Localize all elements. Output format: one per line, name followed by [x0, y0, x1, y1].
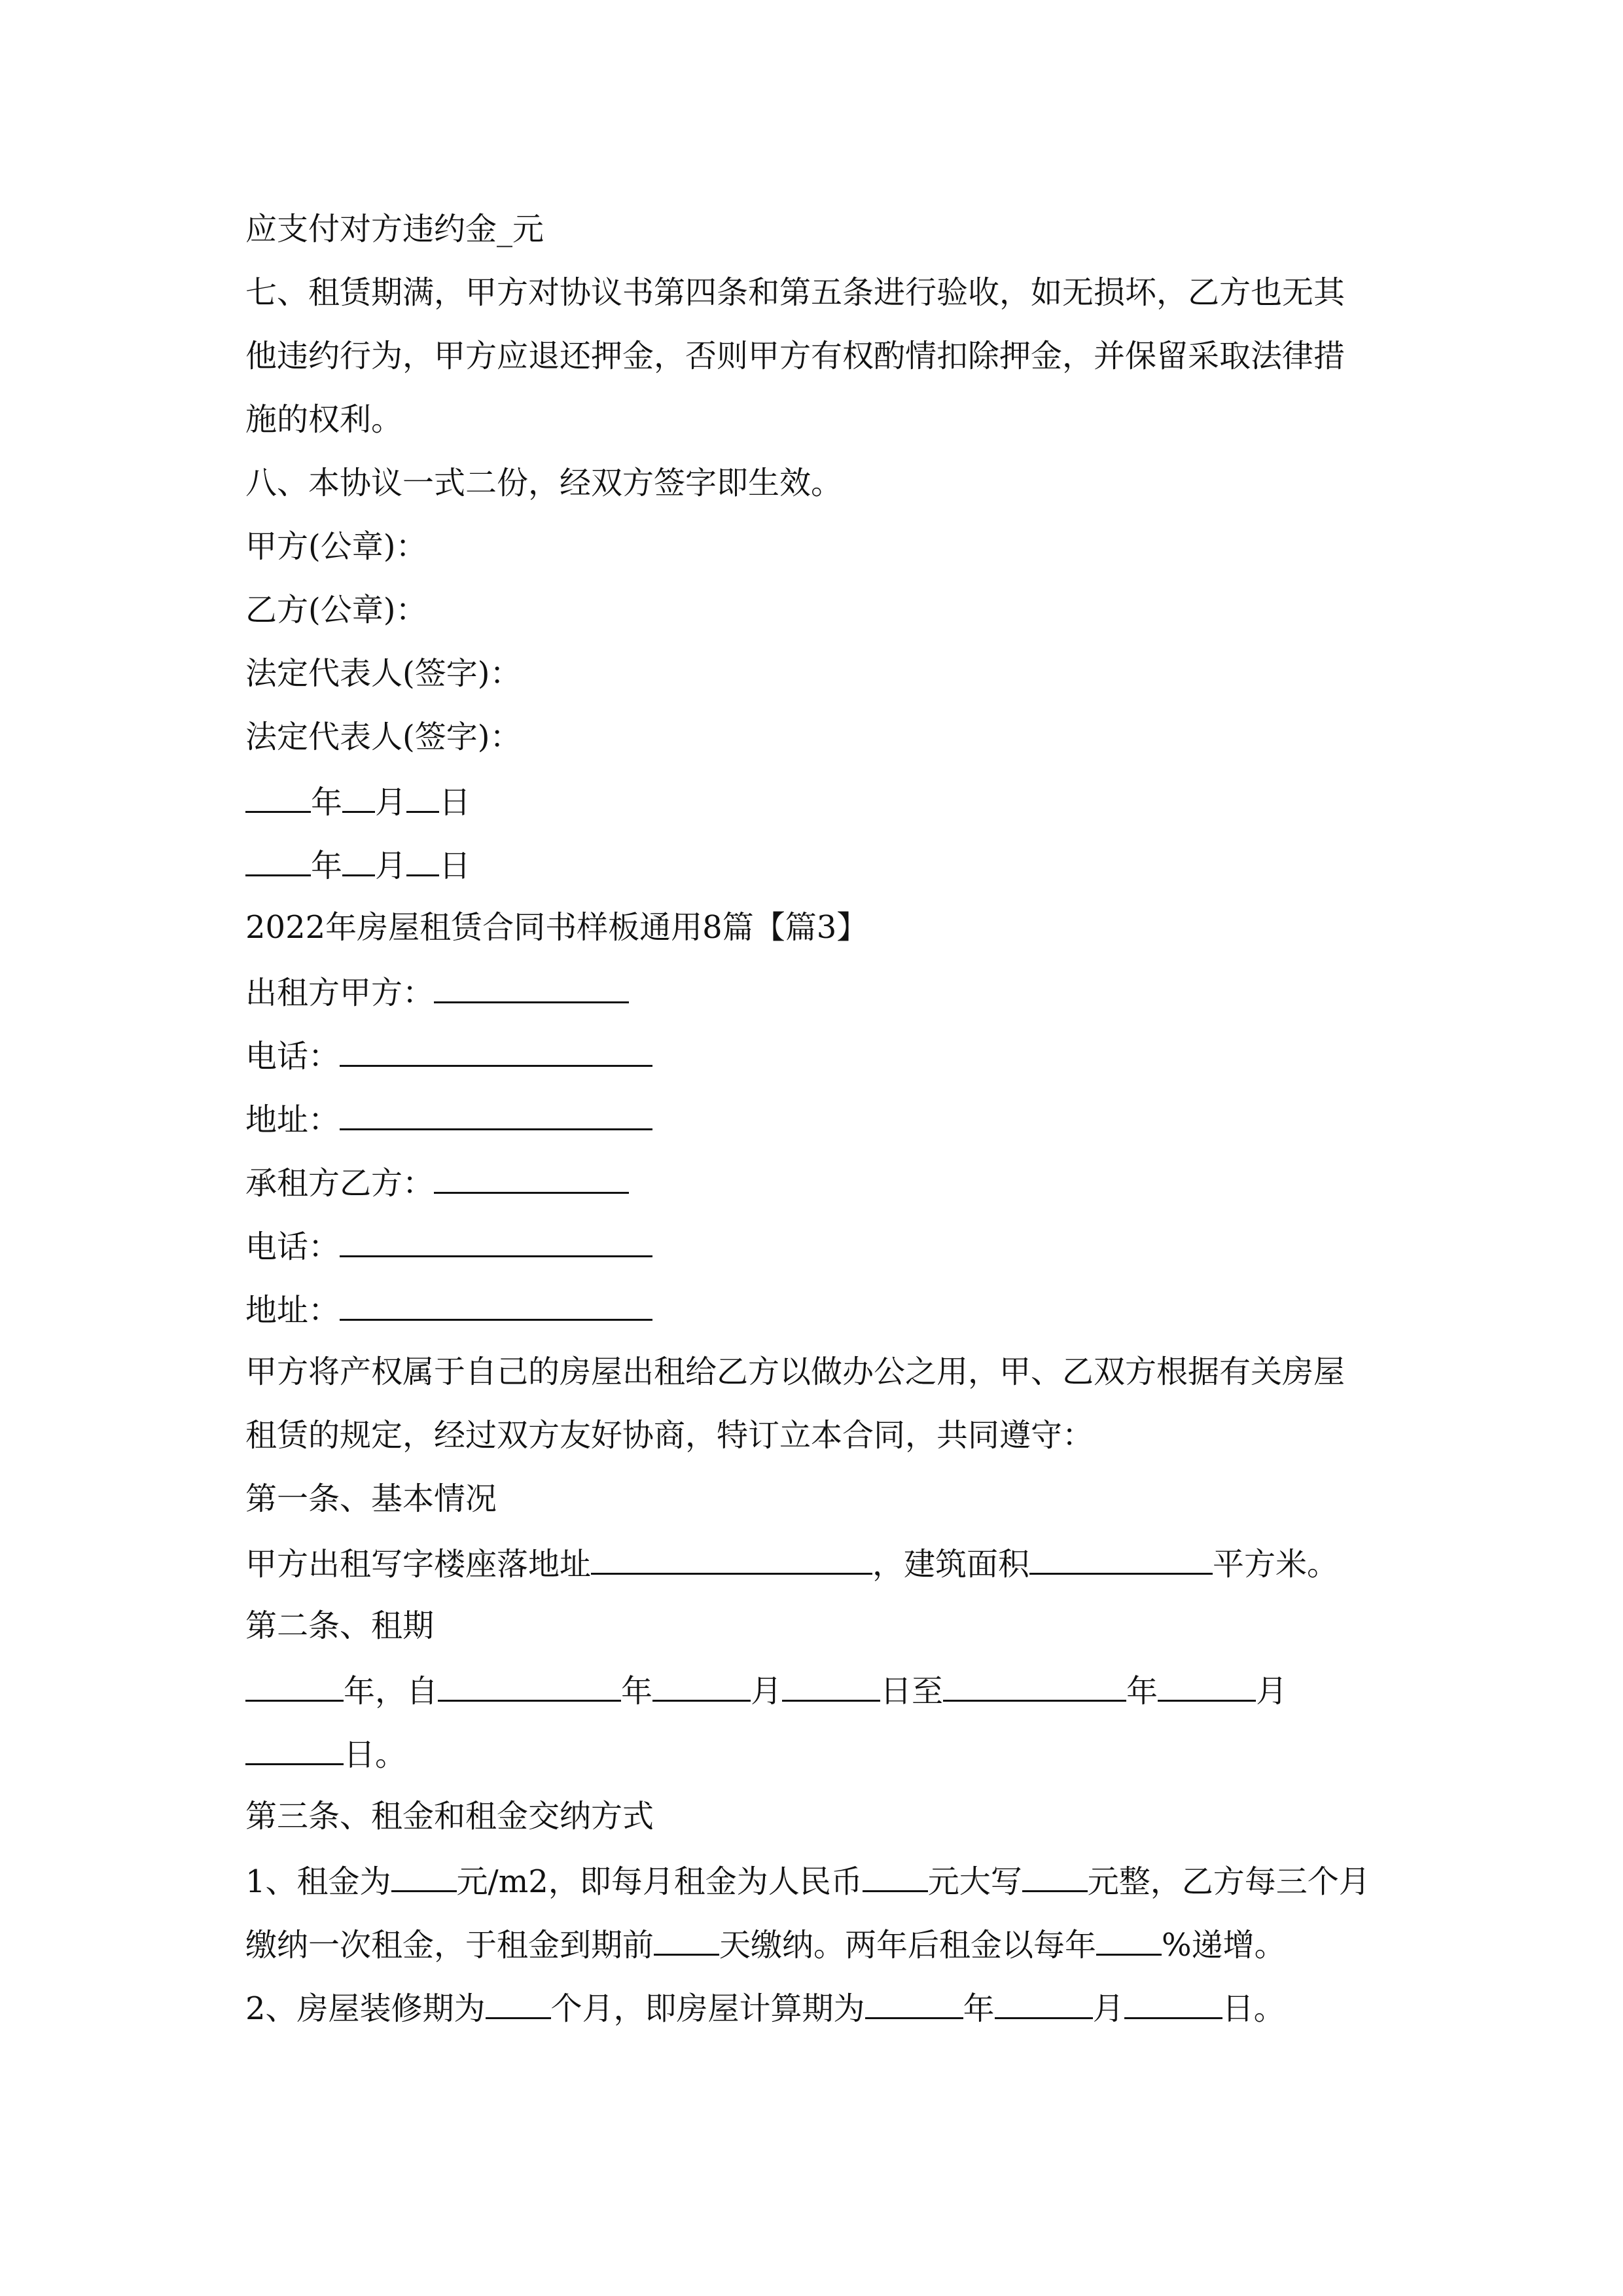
legal-rep-signature-label-a: 法定代表人(签字)：	[245, 655, 522, 692]
location-blank	[591, 1536, 872, 1575]
article-3-heading: 第三条、租金和租金交纳方式	[245, 1798, 654, 1835]
intro-line-1: 甲方将产权属于自己的房屋出租给乙方以做办公之用，甲、乙双方根据有关房屋	[245, 1354, 1346, 1390]
day-blank	[406, 774, 439, 813]
phone-blank	[340, 1028, 652, 1067]
clause-7-line-1: 七、租赁期满，甲方对协议书第四条和第五条进行验收，如无损坏，乙方也无其	[245, 274, 1346, 311]
article-2-body-end: 日。	[245, 1727, 406, 1779]
area-blank	[1029, 1536, 1213, 1575]
section-title: 2022年房屋租赁合同书样板通用8篇【篇3】	[245, 909, 868, 946]
article-2-body: 年，自 年 月 日至 年 月	[245, 1663, 1287, 1715]
legal-rep-signature-label-b: 法定代表人(签字)：	[245, 719, 522, 755]
month-blank	[342, 838, 375, 876]
party-a-seal-label: 甲方(公章)：	[245, 528, 427, 565]
lessor-field: 出租方甲方：	[245, 965, 629, 1017]
month-blank	[342, 774, 375, 813]
year-blank	[245, 838, 311, 876]
date-line-a: 年 月 日	[245, 774, 471, 827]
clause-7-line-3: 施的权利。	[245, 401, 403, 438]
year-blank	[245, 774, 311, 813]
address-blank	[340, 1092, 652, 1130]
article-2-heading: 第二条、租期	[245, 1607, 435, 1644]
party-b-seal-label: 乙方(公章)：	[245, 592, 427, 628]
article-1-heading: 第一条、基本情况	[245, 1480, 497, 1517]
lessee-address-field: 地址：	[245, 1282, 652, 1335]
phone-blank	[340, 1219, 652, 1257]
article-1-body: 甲方出租写字楼座落地址 ，建筑面积 平方米。	[245, 1536, 1338, 1588]
lessee-field: 承租方乙方：	[245, 1155, 629, 1208]
lessor-blank	[434, 965, 629, 1003]
lessee-phone-field: 电话：	[245, 1219, 652, 1271]
clause-7-line-2: 他违约行为，甲方应退还押金，否则甲方有权酌情扣除押金，并保留采取法律措	[245, 338, 1346, 374]
lessor-address-field: 地址：	[245, 1092, 652, 1144]
article-3-item-2: 2、房屋装修期为 个月，即房屋计算期为 年 月 日。	[245, 1981, 1285, 2033]
day-blank	[406, 838, 439, 876]
intro-line-2: 租赁的规定，经过双方友好协商，特订立本合同，共同遵守：	[245, 1417, 1094, 1454]
article-3-item-1-line-1: 1、租金为 元/m2，即每月租金为人民币 元大写 元整，乙方每三个月	[245, 1854, 1370, 1906]
lessor-phone-field: 电话：	[245, 1028, 652, 1081]
penalty-line: 应支付对方违约金_元	[245, 211, 544, 247]
clause-8-line: 八、本协议一式二份，经双方签字即生效。	[245, 465, 843, 501]
article-3-item-1-line-2: 缴纳一次租金，于租金到期前 天缴纳。两年后租金以每年 %递增。	[245, 1917, 1286, 1969]
address-blank	[340, 1282, 652, 1321]
lessee-blank	[434, 1155, 629, 1194]
date-line-b: 年 月 日	[245, 838, 471, 890]
